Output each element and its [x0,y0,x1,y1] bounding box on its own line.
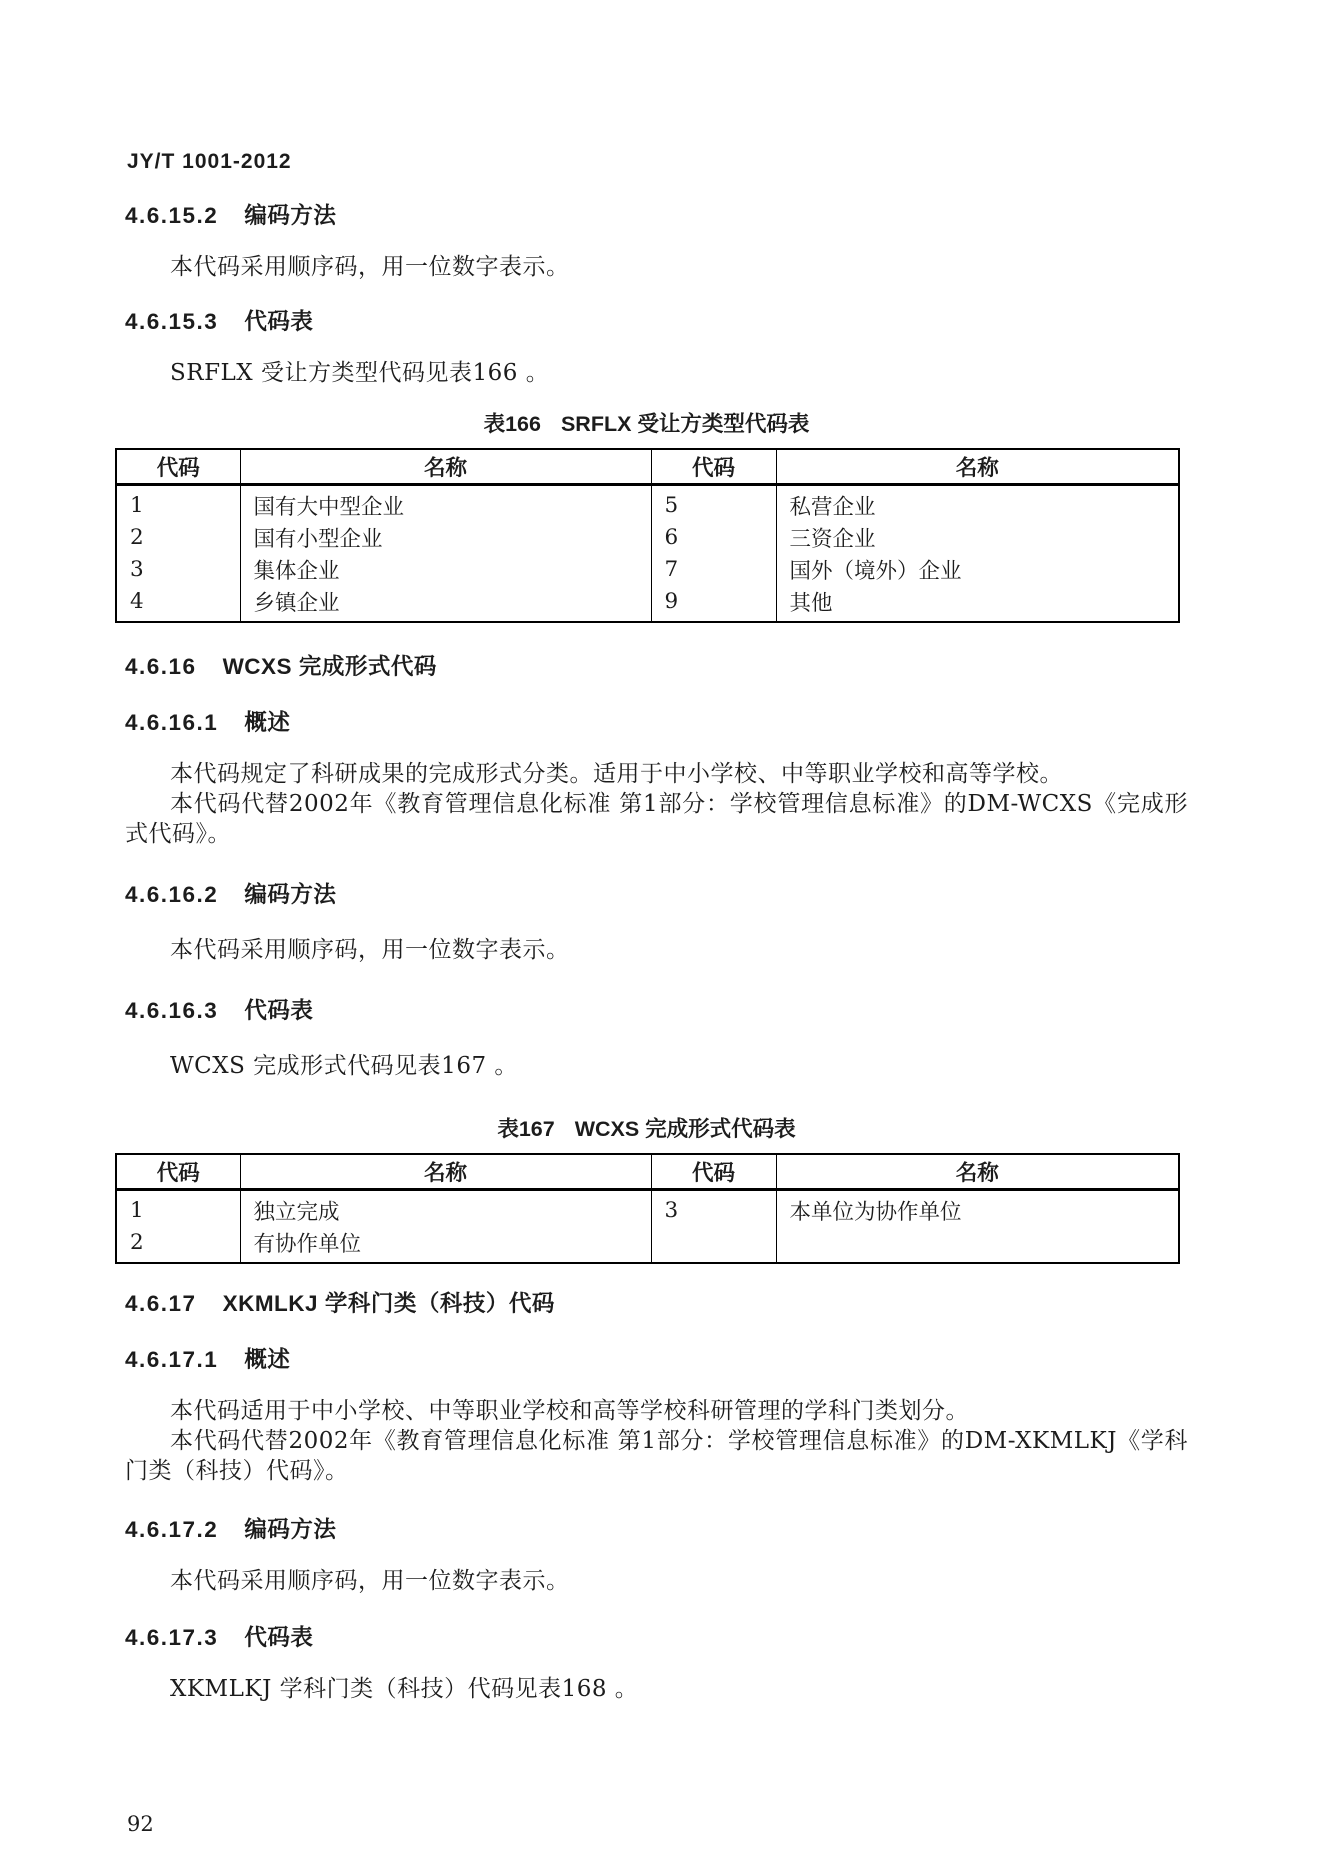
table-cell-name: 独立完成 [240,1190,651,1227]
table-cell-code [651,1226,776,1263]
table-header-cell: 代码 [651,1154,776,1190]
section-number: 4.6.16.1 [125,710,219,735]
table-cell-code: 9 [651,585,776,622]
section-number: 4.6.17.2 [125,1517,219,1542]
section-title: 编码方法 [244,882,337,907]
table-caption-title: SRFLX 受让方类型代码表 [560,412,810,436]
table-cell-code: 3 [651,1190,776,1227]
table-header-cell: 代码 [651,449,776,485]
table-caption-number: 表166 [483,412,541,436]
table-cell-name: 国有小型企业 [240,521,651,553]
section-title: XKMLKJ 学科门类（科技）代码 [222,1291,555,1316]
section-heading-4-6-17-1 [125,1346,1188,1374]
table-cell-name: 乡镇企业 [240,585,651,622]
section-heading-4-6-16 [125,653,1188,681]
section-title: 代码表 [244,309,314,334]
section-paragraph: 本代码规定了科研成果的完成形式分类。适用于中小学校、中等职业学校和高等学校。 [170,761,1063,787]
section-title: 概述 [244,710,291,735]
section-paragraph: 本代码适用于中小学校、中等职业学校和高等学校科研管理的学科门类划分。 [170,1398,969,1424]
section-number: 4.6.15.2 [125,203,219,228]
page-number: 92 [127,1812,154,1836]
section-heading-4-6-16-1 [125,709,1188,737]
table-cell-code: 6 [651,521,776,553]
section-paragraph: 本代码采用顺序码，用一位数字表示。 [170,254,570,280]
table-caption-number: 表167 [497,1117,555,1141]
section-heading-4-6-16-2 [125,881,1188,909]
code-table-166 [115,448,1180,623]
code-table-167 [115,1153,1180,1264]
table-row [116,553,1179,585]
table-header-cell: 名称 [776,449,1179,485]
section-paragraph: WCXS 完成形式代码见表167 。 [170,1053,518,1079]
table-row [116,1226,1179,1263]
table-cell-name: 有协作单位 [240,1226,651,1263]
section-heading-4-6-15-2 [125,202,1188,230]
table-row [116,1190,1179,1227]
section-title: 编码方法 [244,1517,337,1542]
table-header-row [116,1154,1179,1190]
section-heading-4-6-16-3 [125,997,1188,1025]
table-166-caption [115,410,1178,438]
table-cell-code: 2 [116,1226,240,1263]
table-header-cell: 代码 [116,449,240,485]
section-heading-4-6-17-3 [125,1624,1188,1652]
doc-code: JY/T 1001-2012 [127,150,292,173]
section-title: 概述 [244,1347,291,1372]
table-cell-name: 集体企业 [240,553,651,585]
table-header-cell: 名称 [240,1154,651,1190]
section-heading-4-6-17-2 [125,1516,1188,1544]
section-number: 4.6.15.3 [125,309,219,334]
table-cell-name: 国有大中型企业 [240,485,651,522]
table-cell-code: 7 [651,553,776,585]
section-number: 4.6.16 [125,654,197,679]
table-cell-name [776,1226,1179,1263]
table-cell-code: 1 [116,1190,240,1227]
table-167-caption [115,1115,1178,1143]
table-cell-name: 三资企业 [776,521,1179,553]
table-row [116,485,1179,522]
table-cell-name: 国外（境外）企业 [776,553,1179,585]
section-title: 代码表 [244,1625,314,1650]
table-cell-code: 3 [116,553,240,585]
table-header-cell: 名称 [776,1154,1179,1190]
section-title: 编码方法 [244,203,337,228]
table-row [116,585,1179,622]
section-number: 4.6.17.3 [125,1625,219,1650]
table-header-row [116,449,1179,485]
section-paragraph: 本代码采用顺序码，用一位数字表示。 [170,937,570,963]
table-cell-name: 私营企业 [776,485,1179,522]
section-title: 代码表 [244,998,314,1023]
section-number: 4.6.16.2 [125,882,219,907]
section-title: WCXS 完成形式代码 [222,654,437,679]
table-cell-name: 其他 [776,585,1179,622]
table-cell-code: 2 [116,521,240,553]
table-cell-code: 1 [116,485,240,522]
section-number: 4.6.16.3 [125,998,219,1023]
section-heading-4-6-17 [125,1290,1188,1318]
table-header-cell: 代码 [116,1154,240,1190]
section-number: 4.6.17 [125,1291,197,1316]
table-row [116,521,1179,553]
table-cell-code: 5 [651,485,776,522]
table-cell-name: 本单位为协作单位 [776,1190,1179,1227]
section-paragraph: 本代码代替2002年《教育管理信息化标准 第1部分：学校管理信息标准》的DM-WCXS《完成形式代码》。 [125,791,1188,847]
section-paragraph: XKMLKJ 学科门类（科技）代码见表168 。 [170,1676,639,1702]
table-caption-title: WCXS 完成形式代码表 [574,1117,796,1141]
table-header-cell: 名称 [240,449,651,485]
section-heading-4-6-15-3 [125,308,1188,336]
section-number: 4.6.17.1 [125,1347,219,1372]
section-paragraph: SRFLX 受让方类型代码见表166 。 [170,360,550,386]
section-paragraph: 本代码代替2002年《教育管理信息化标准 第1部分：学校管理信息标准》的DM-XKMLKJ《学科门类（科技）代码》。 [125,1428,1188,1484]
section-paragraph: 本代码采用顺序码，用一位数字表示。 [170,1568,570,1594]
table-cell-code: 4 [116,585,240,622]
